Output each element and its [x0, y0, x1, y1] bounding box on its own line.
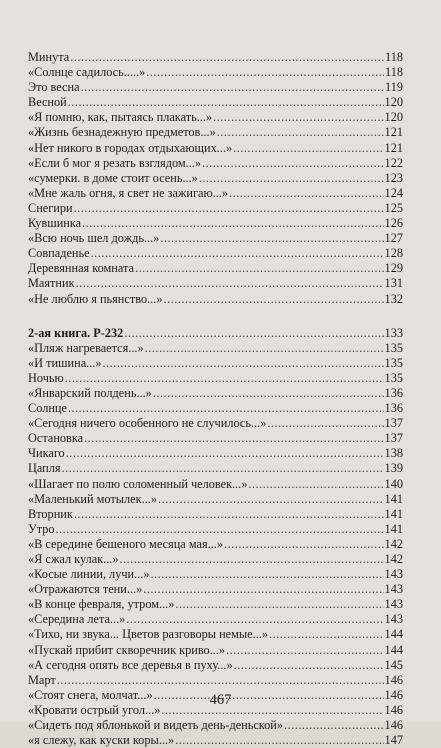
- entry-title: Кувшинка: [28, 216, 82, 231]
- entry-page: 121: [384, 140, 403, 155]
- entry-title: «Пускай прибит скворечник криво...»: [28, 642, 226, 657]
- entry-title: «Стоят снега, молчат...»: [28, 687, 153, 702]
- toc-entry: [28, 156, 403, 171]
- dot-leader: [229, 186, 384, 201]
- dot-leader: [65, 371, 384, 386]
- entry-page: 144: [384, 627, 403, 642]
- toc-entry: [28, 431, 403, 446]
- entry-title: Это весна: [28, 80, 80, 95]
- entry-title: «Я сжал кулак...»: [28, 552, 119, 566]
- dot-leader: [217, 125, 384, 140]
- entry-page: 129: [384, 261, 403, 276]
- dot-leader: [66, 446, 384, 461]
- dot-leader: [269, 627, 384, 642]
- toc-entry: [28, 612, 403, 627]
- entry-title: «Не люблю я пьянство...»: [28, 291, 163, 306]
- dot-leader: [233, 141, 383, 156]
- dot-leader: [284, 718, 384, 733]
- toc-entry: [28, 231, 403, 246]
- entry-page: 138: [384, 446, 403, 461]
- dot-leader: [74, 507, 384, 522]
- entry-page: 119: [385, 80, 403, 95]
- entry-title: Остановка: [28, 431, 84, 446]
- entry-title: «Сегодня ничего особенного не случилось...»: [28, 416, 267, 431]
- dot-leader: [74, 201, 384, 216]
- entry-title: Весной: [28, 95, 67, 110]
- entry-page: 143: [384, 582, 403, 597]
- entry-title: «В середине бешеного месяца мая...»: [28, 536, 224, 551]
- toc-entry: [28, 171, 403, 186]
- entry-title: «Если б мог я резать взглядом...»: [28, 155, 202, 170]
- entry-page: 120: [384, 110, 403, 125]
- toc-entry: [28, 522, 403, 537]
- toc-entry: [28, 141, 403, 156]
- section-gap: [28, 307, 403, 326]
- entry-page: 143: [384, 567, 403, 582]
- entry-title: «Мне жаль огня, я свет не зажигаю...»: [28, 185, 229, 200]
- dot-leader: [143, 582, 383, 597]
- toc-entry: [28, 461, 403, 476]
- entry-title: Цапля: [28, 461, 61, 476]
- entry-title: «Январский полдень...»: [28, 385, 152, 400]
- toc-entry: [28, 201, 403, 216]
- toc-entry: [28, 492, 403, 507]
- entry-title: Снегири: [28, 200, 73, 215]
- entry-title: «Кровати острый угол...»: [28, 702, 161, 717]
- toc-entry: [28, 733, 403, 748]
- toc-entry: [28, 95, 403, 110]
- entry-title: Ночью: [28, 370, 64, 385]
- entry-page: 137: [384, 416, 403, 431]
- toc-entry: [28, 658, 403, 673]
- entry-page: 143: [384, 597, 403, 612]
- toc-entry: [28, 371, 403, 386]
- toc-entry: [28, 276, 403, 291]
- entry-page: 146: [384, 718, 403, 733]
- dot-leader: [146, 65, 384, 80]
- entry-title: «Жизнь безнадежную предметов...»: [28, 125, 216, 140]
- dot-leader: [68, 401, 384, 416]
- toc-entry: [28, 341, 403, 356]
- entry-title: Вторник: [28, 506, 73, 521]
- toc-section-heading: [28, 326, 403, 341]
- dot-leader: [175, 733, 383, 748]
- toc-entry: [28, 261, 403, 276]
- dot-leader: [56, 522, 384, 537]
- entry-title: «Всю ночь шел дождь...»: [28, 231, 160, 246]
- entry-page: 135: [384, 340, 403, 355]
- entry-title: «Сидеть под яблонькой и видеть день-деньской»: [28, 718, 284, 733]
- dot-leader: [153, 386, 384, 401]
- toc-entry: [28, 80, 403, 95]
- dot-leader: [81, 80, 384, 95]
- dot-leader: [124, 326, 383, 341]
- toc-entry: [28, 597, 403, 612]
- dot-leader: [224, 537, 384, 552]
- entry-page: 141: [384, 506, 403, 521]
- dot-leader: [175, 597, 383, 612]
- page-number: 467: [209, 692, 232, 708]
- entry-page: 121: [384, 125, 403, 140]
- dot-leader: [120, 552, 384, 567]
- toc-entry: [28, 627, 403, 642]
- section-page: 133: [384, 325, 403, 340]
- entry-page: 132: [384, 291, 403, 306]
- entry-page: 131: [384, 276, 403, 291]
- toc-entry: [28, 416, 403, 431]
- dot-leader: [234, 658, 384, 673]
- toc-entry: [28, 110, 403, 125]
- entry-page: 123: [384, 170, 403, 185]
- entry-page: 118: [385, 65, 403, 80]
- entry-title: «Нет никого в городах отдыхающих...»: [28, 140, 233, 155]
- dot-leader: [160, 231, 383, 246]
- entry-page: 146: [384, 702, 403, 717]
- entry-title: «Косые линии, лучи...»: [28, 567, 150, 582]
- toc-entry: [28, 356, 403, 371]
- entry-page: 143: [384, 612, 403, 627]
- toc-entry: [28, 216, 403, 231]
- entry-title: Утро: [28, 521, 55, 536]
- toc-entry: [28, 186, 403, 201]
- entry-page: 145: [384, 657, 403, 672]
- entry-page: 125: [384, 200, 403, 215]
- entry-title: Маятник: [28, 276, 75, 291]
- dot-leader: [158, 492, 384, 507]
- dot-leader: [62, 461, 384, 476]
- entry-title: «Я помню, как, пытаясь плакать...»: [28, 110, 213, 125]
- entry-title: Чикаго: [28, 446, 65, 461]
- entry-page: 147: [384, 733, 403, 748]
- entry-page: 128: [384, 246, 403, 261]
- entry-page: 126: [384, 216, 403, 231]
- entry-page: 136: [384, 401, 403, 416]
- toc-entry: [28, 477, 403, 492]
- toc-entry: [28, 65, 403, 80]
- toc-entry: [28, 507, 403, 522]
- dot-leader: [213, 110, 383, 125]
- dot-leader: [163, 292, 383, 307]
- dot-leader: [226, 643, 383, 658]
- dot-leader: [70, 50, 384, 65]
- dot-leader: [267, 416, 383, 431]
- entry-page: 141: [384, 491, 403, 506]
- entry-page: 135: [384, 355, 403, 370]
- entry-title: «Середина лета...»: [28, 612, 126, 627]
- entry-title: «Пляж нагревается...»: [28, 340, 144, 355]
- toc-entry: [28, 718, 403, 733]
- toc-entry: [28, 582, 403, 597]
- toc-entry: [28, 567, 403, 582]
- toc-entry: [28, 50, 403, 65]
- toc-part-2: [28, 341, 403, 748]
- dot-leader: [202, 156, 384, 171]
- dot-leader: [57, 673, 384, 688]
- dot-leader: [199, 171, 384, 186]
- entry-page: 142: [384, 536, 403, 551]
- entry-page: 141: [384, 521, 403, 536]
- dot-leader: [150, 567, 383, 582]
- entry-page: 146: [384, 672, 403, 687]
- entry-title: «И тишина...»: [28, 355, 102, 370]
- dot-leader: [135, 261, 384, 276]
- dot-leader: [126, 612, 383, 627]
- entry-title: Деревянная комната: [28, 261, 135, 276]
- entry-page: 136: [384, 385, 403, 400]
- entry-title: «Шагает по полю соломенный человек...»: [28, 476, 248, 491]
- entry-page: 118: [385, 50, 403, 64]
- entry-title: «я слежу, как куски коры...»: [28, 733, 175, 748]
- entry-title: Март: [28, 672, 56, 687]
- dot-leader: [145, 341, 384, 356]
- dot-leader: [82, 216, 383, 231]
- toc-entry: [28, 537, 403, 552]
- toc-entry: [28, 246, 403, 261]
- entry-title: «Тихо, ни звука... Цветов разговоры немые...»: [28, 627, 269, 642]
- entry-page: 146: [384, 687, 403, 702]
- toc-entry: [28, 401, 403, 416]
- entry-page: 142: [384, 552, 403, 566]
- toc-entry: [28, 643, 403, 658]
- toc-entry: [28, 386, 403, 401]
- entry-title: «Солнце садилось.....»: [28, 65, 146, 80]
- entry-title: «Маленький мотылек...»: [28, 491, 157, 506]
- entry-title: «В конце февраля, утром...»: [28, 597, 175, 612]
- entry-page: 127: [384, 231, 403, 246]
- dot-leader: [68, 95, 384, 110]
- toc-entry: [28, 552, 403, 567]
- entry-title: Совпаденье: [28, 246, 90, 261]
- entry-title: «А сегодня опять все деревья в пуху...»: [28, 657, 233, 672]
- entry-page: 139: [384, 461, 403, 476]
- entry-page: 120: [384, 95, 403, 110]
- entry-page: 122: [384, 155, 403, 170]
- entry-page: 144: [384, 642, 403, 657]
- entry-title: «сумерки. в доме стоит осень...»: [28, 170, 198, 185]
- toc-entry: [28, 446, 403, 461]
- entry-page: 137: [384, 431, 403, 446]
- entry-title: Солнце: [28, 401, 67, 416]
- entry-title: «Отражаются тени...»: [28, 582, 143, 597]
- entry-title: Минута: [28, 50, 70, 64]
- section-title: 2-ая книга. Р-232: [28, 325, 124, 340]
- entry-page: 140: [384, 476, 403, 491]
- dot-leader: [103, 356, 384, 371]
- toc-entry: [28, 292, 403, 307]
- dot-leader: [76, 276, 384, 291]
- toc-entry: [28, 125, 403, 140]
- entry-page: 135: [384, 370, 403, 385]
- dot-leader: [91, 246, 384, 261]
- entry-page: 124: [384, 185, 403, 200]
- dot-leader: [84, 431, 383, 446]
- toc-entry: [28, 673, 403, 688]
- table-of-contents: [28, 50, 403, 748]
- toc-part-1: [28, 50, 403, 307]
- dot-leader: [248, 477, 383, 492]
